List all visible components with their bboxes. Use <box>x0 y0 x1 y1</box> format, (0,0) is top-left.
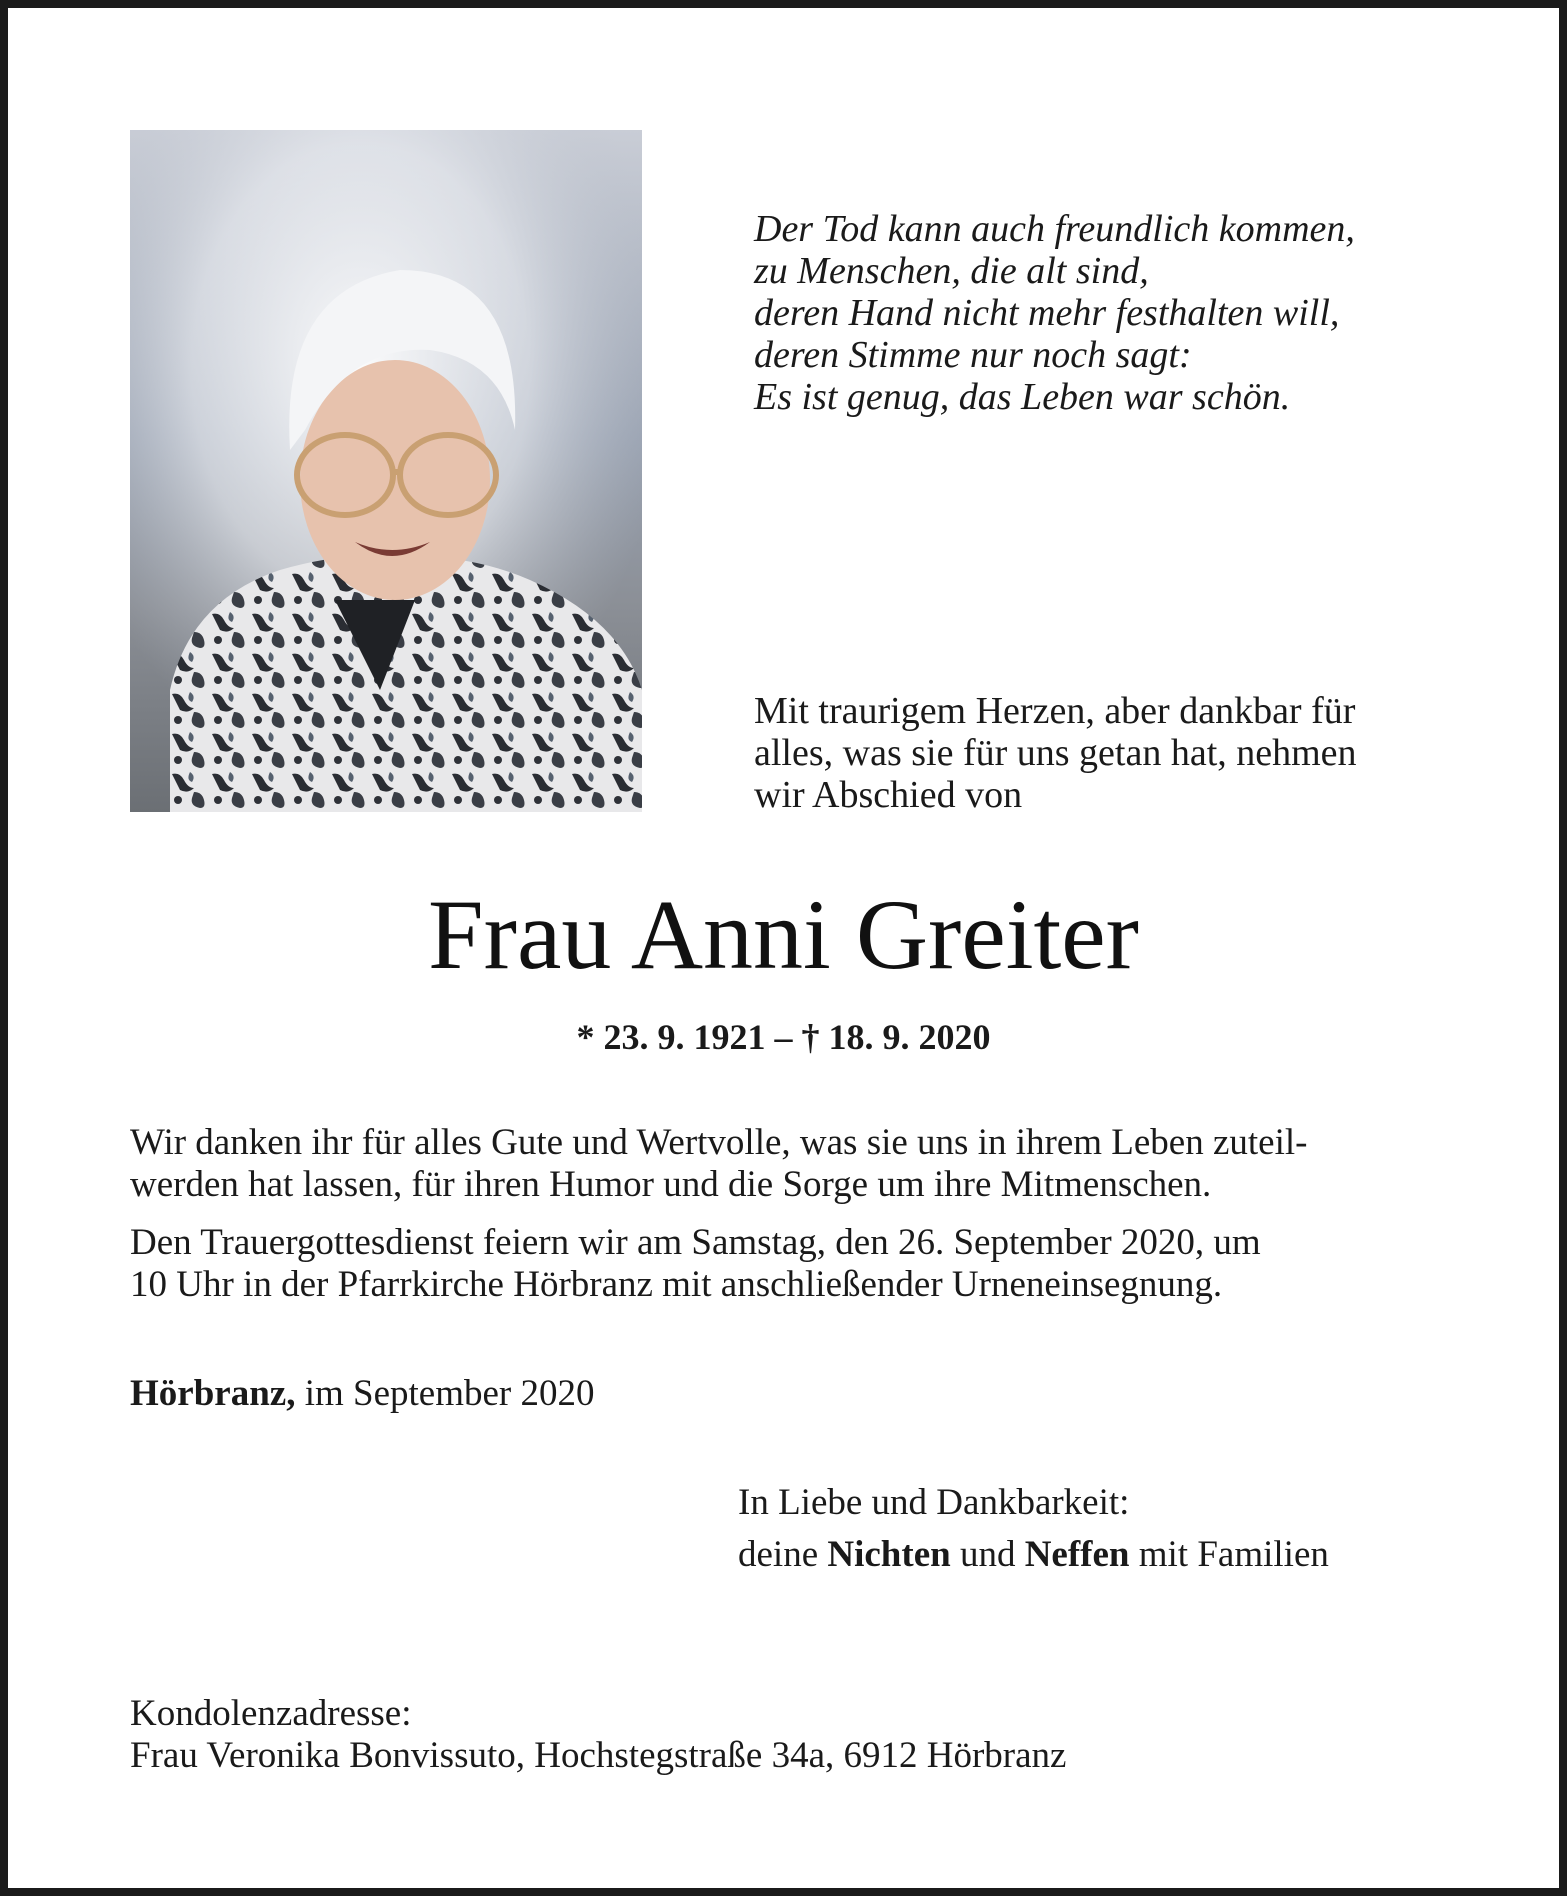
family-nephews: Neffen <box>1024 1534 1130 1575</box>
place-date: im September 2020 <box>295 1373 595 1414</box>
body-line: 10 Uhr in der Pfarrkirche Hörbranz mit anschließender Urneneinsegnung. <box>130 1264 1223 1305</box>
poem-line: Der Tod kann auch freundlich kommen, <box>754 208 1355 250</box>
family-and: und <box>950 1534 1025 1575</box>
place-town: Hörbranz, <box>130 1373 296 1414</box>
funeral-service-paragraph <box>130 1222 1460 1306</box>
body-line: Wir danken ihr für alles Gute und Wertvolle, was sie uns in ihrem Leben zuteil- <box>130 1122 1308 1163</box>
closing-line: In Liebe und Dankbarkeit: <box>738 1482 1130 1523</box>
family-nieces: Nichten <box>827 1534 951 1575</box>
intro-line: alles, was sie für uns getan hat, nehmen <box>754 732 1357 774</box>
body-line: Den Trauergottesdienst feiern wir am Samstag, den 26. September 2020, um <box>130 1222 1261 1263</box>
poem-line: deren Stimme nur noch sagt: <box>754 334 1192 376</box>
poem-line: Es ist genug, das Leben war schön. <box>754 376 1291 418</box>
thanks-paragraph <box>130 1122 1460 1206</box>
farewell-intro <box>754 690 1464 816</box>
poem <box>754 208 1454 418</box>
family-line <box>738 1529 1458 1581</box>
poem-line: deren Hand nicht mehr festhalten will, <box>754 292 1340 334</box>
condolence-address-text: Frau Veronika Bonvissuto, Hochstegstraße 34a, 6912 Hörbranz <box>130 1735 1067 1776</box>
intro-line: wir Abschied von <box>754 774 1023 816</box>
portrait-photo <box>130 130 642 812</box>
condolence-label: Kondolenzadresse: <box>130 1693 412 1734</box>
intro-line: Mit traurigem Herzen, aber dankbar für <box>754 690 1356 732</box>
deceased-name: Frau Anni Greiter <box>428 879 1139 990</box>
poem-line: zu Menschen, die alt sind, <box>754 250 1149 292</box>
place-and-date <box>130 1373 595 1415</box>
body-line: werden hat lassen, für ihren Humor und die Sorge um ihre Mitmenschen. <box>130 1164 1212 1205</box>
portrait-illustration <box>130 130 642 812</box>
obituary-body <box>130 1122 1460 1322</box>
condolence-address <box>130 1693 1430 1777</box>
family-post: mit Familien <box>1129 1534 1329 1575</box>
life-dates: * 23. 9. 1921 – † 18. 9. 2020 <box>576 1017 991 1057</box>
closing-signature <box>738 1477 1458 1581</box>
family-pre: deine <box>738 1534 828 1575</box>
